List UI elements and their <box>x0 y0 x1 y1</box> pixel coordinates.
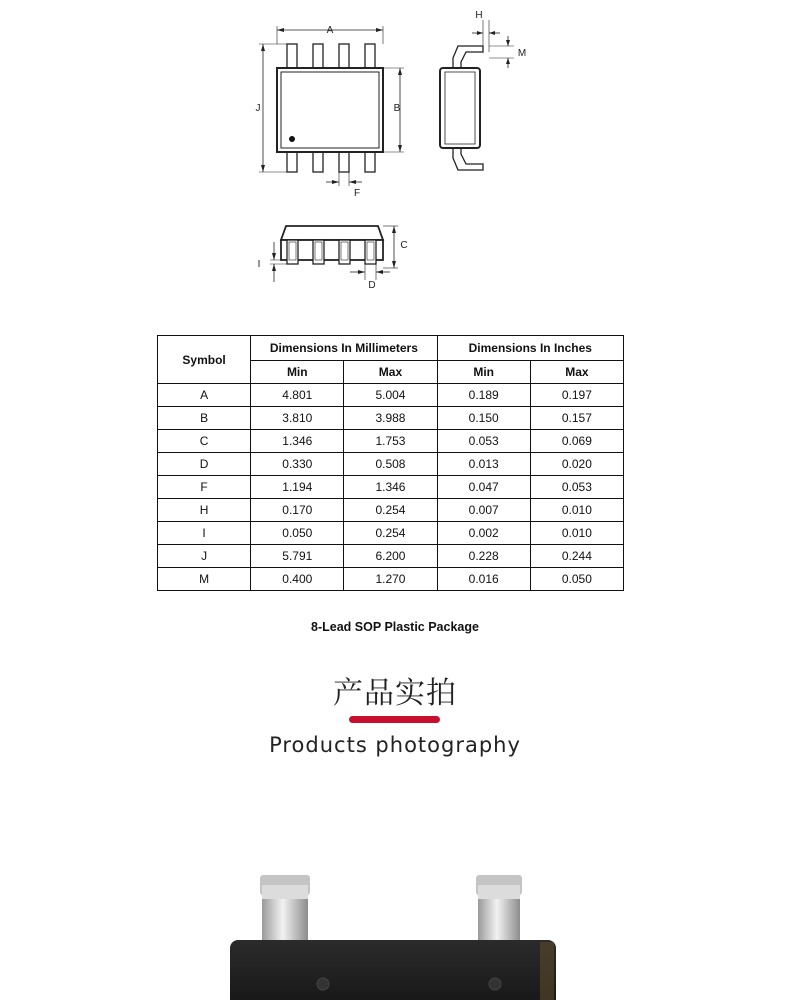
cell-symbol: M <box>158 568 251 591</box>
cell-mm-max: 6.200 <box>344 545 437 568</box>
cell-mm-max: 1.346 <box>344 476 437 499</box>
cell-in-min: 0.016 <box>437 568 530 591</box>
top-view <box>259 26 404 186</box>
cell-in-min: 0.007 <box>437 499 530 522</box>
dim-label-f: F <box>353 188 361 199</box>
left-pin <box>260 875 310 950</box>
chip-body <box>230 940 556 1000</box>
table-row <box>158 384 624 407</box>
mm-header: Dimensions In Millimeters <box>251 336 437 361</box>
cell-in-min: 0.150 <box>437 407 530 430</box>
dim-label-c: C <box>400 240 408 251</box>
cell-in-max: 0.010 <box>530 499 623 522</box>
table-row <box>158 499 624 522</box>
dim-label-j: J <box>255 103 261 114</box>
cell-symbol: J <box>158 545 251 568</box>
cell-in-min: 0.189 <box>437 384 530 407</box>
cell-mm-min: 1.194 <box>251 476 344 499</box>
cell-in-min: 0.228 <box>437 545 530 568</box>
cell-mm-min: 5.791 <box>251 545 344 568</box>
cell-in-max: 0.157 <box>530 407 623 430</box>
cell-in-max: 0.050 <box>530 568 623 591</box>
cell-in-min: 0.053 <box>437 430 530 453</box>
dim-label-i: I <box>257 259 261 270</box>
table-row <box>158 568 624 591</box>
cell-in-max: 0.053 <box>530 476 623 499</box>
product-photo <box>0 850 790 1000</box>
dim-label-a: A <box>326 25 334 36</box>
dim-label-m: M <box>517 48 527 59</box>
cell-mm-max: 3.988 <box>344 407 437 430</box>
cell-in-min: 0.013 <box>437 453 530 476</box>
cell-mm-min: 0.170 <box>251 499 344 522</box>
in-min-header: Min <box>437 361 530 384</box>
cell-symbol: C <box>158 430 251 453</box>
package-caption: 8-Lead SOP Plastic Package <box>311 620 479 634</box>
cell-symbol: F <box>158 476 251 499</box>
end-view <box>270 226 398 282</box>
cell-symbol: I <box>158 522 251 545</box>
cell-mm-max: 1.753 <box>344 430 437 453</box>
cell-mm-min: 1.346 <box>251 430 344 453</box>
cell-mm-max: 0.508 <box>344 453 437 476</box>
cell-symbol: A <box>158 384 251 407</box>
package-drawing <box>0 0 790 300</box>
table-row <box>158 407 624 430</box>
table-row <box>158 522 624 545</box>
cell-mm-min: 0.330 <box>251 453 344 476</box>
cell-mm-min: 3.810 <box>251 407 344 430</box>
table-row <box>158 453 624 476</box>
cell-mm-min: 0.400 <box>251 568 344 591</box>
mm-max-header: Max <box>344 361 437 384</box>
right-pin <box>476 875 522 950</box>
cell-mm-max: 0.254 <box>344 522 437 545</box>
cell-mm-min: 0.050 <box>251 522 344 545</box>
table-row <box>158 476 624 499</box>
section-title-en: Products photography <box>269 733 521 757</box>
in-max-header: Max <box>530 361 623 384</box>
dim-label-h: H <box>475 10 483 21</box>
chip-dot-2 <box>489 978 501 990</box>
dim-label-b: B <box>393 103 401 114</box>
chip-dot-1 <box>317 978 329 990</box>
side-view <box>440 20 514 170</box>
cell-symbol: H <box>158 499 251 522</box>
table-row <box>158 430 624 453</box>
cell-symbol: B <box>158 407 251 430</box>
inches-header: Dimensions In Inches <box>437 336 623 361</box>
cell-in-max: 0.010 <box>530 522 623 545</box>
cell-symbol: D <box>158 453 251 476</box>
cell-in-max: 0.197 <box>530 384 623 407</box>
cell-in-min: 0.002 <box>437 522 530 545</box>
dimensions-table-body <box>158 384 624 591</box>
title-underline-bar <box>349 716 440 723</box>
cell-mm-max: 1.270 <box>344 568 437 591</box>
symbol-header: Symbol <box>158 336 251 384</box>
cell-mm-max: 5.004 <box>344 384 437 407</box>
mm-min-header: Min <box>251 361 344 384</box>
dimensions-table <box>157 335 624 591</box>
cell-mm-max: 0.254 <box>344 499 437 522</box>
cell-in-max: 0.069 <box>530 430 623 453</box>
cell-in-max: 0.244 <box>530 545 623 568</box>
cell-in-max: 0.020 <box>530 453 623 476</box>
section-title-cn: 产品实拍 <box>333 676 457 711</box>
table-row <box>158 545 624 568</box>
cell-in-min: 0.047 <box>437 476 530 499</box>
dim-label-d: D <box>368 280 376 291</box>
cell-mm-min: 4.801 <box>251 384 344 407</box>
